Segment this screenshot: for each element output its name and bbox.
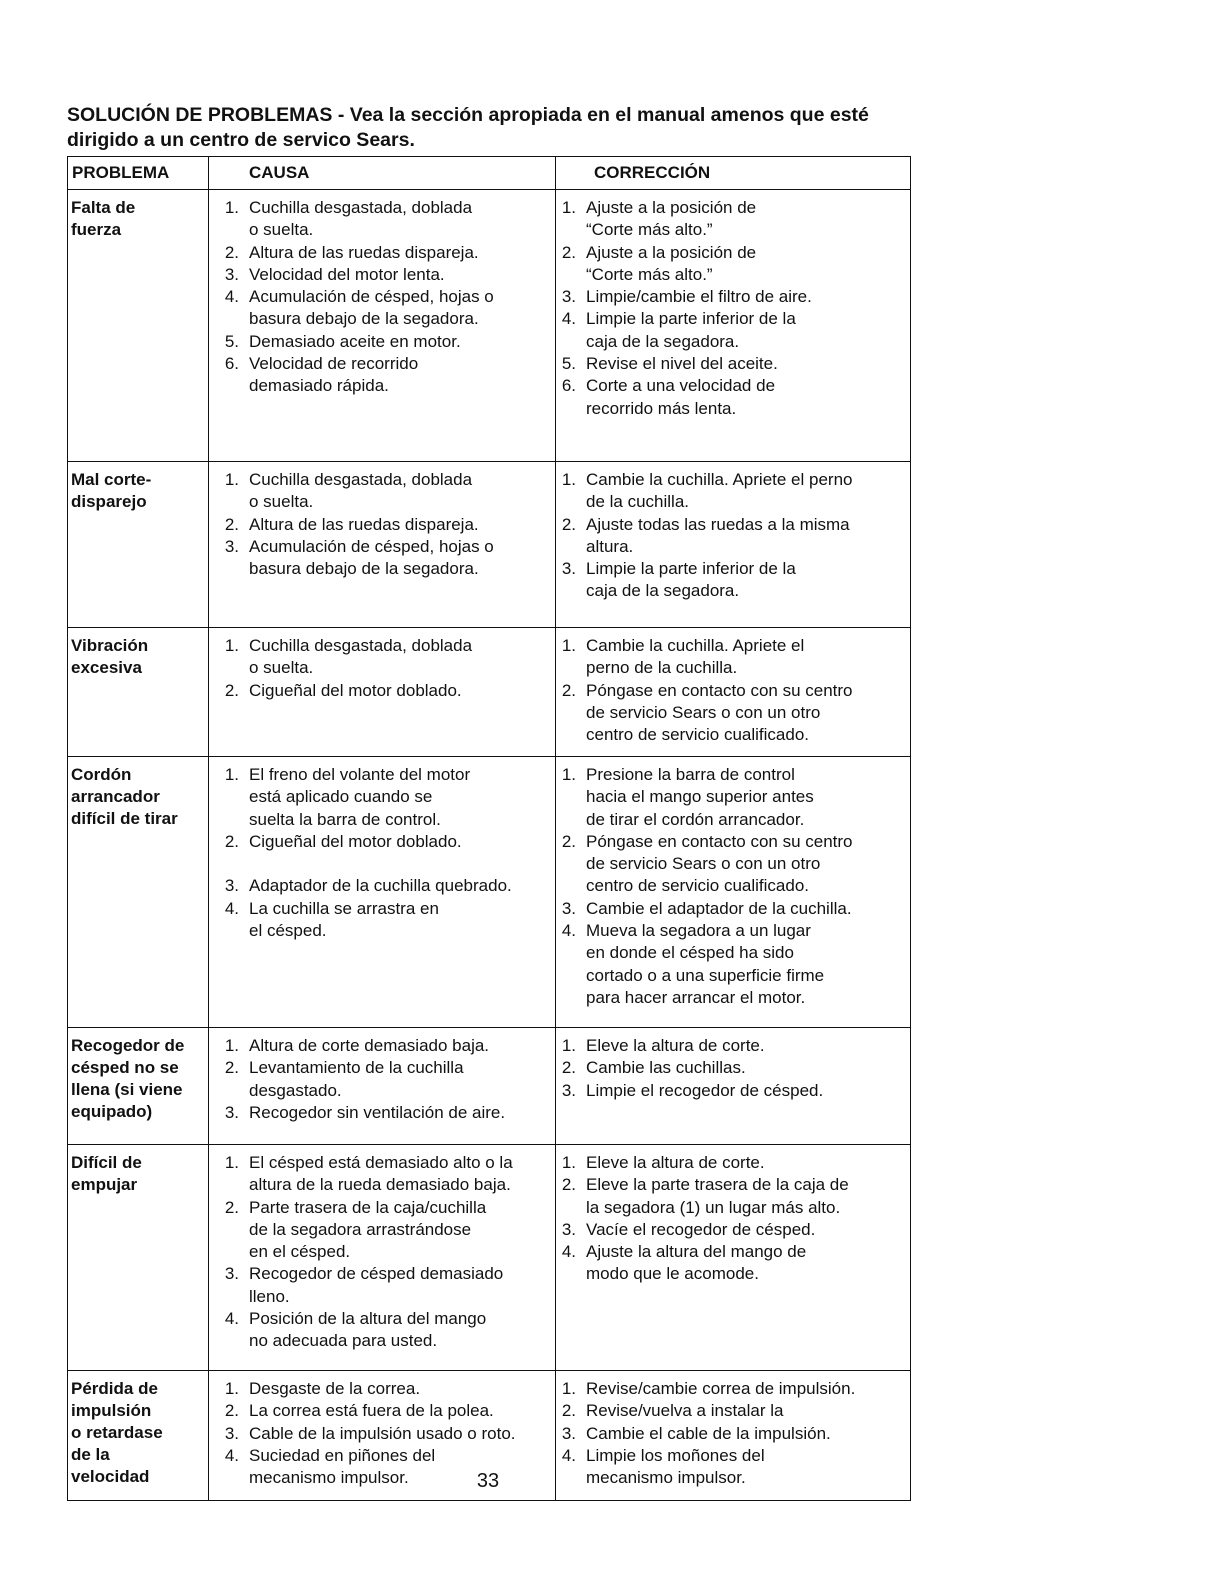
correction-item xyxy=(556,1400,910,1422)
cause-cell xyxy=(209,757,556,1028)
item-text: Posición de la altura del mango no adecuada para usted. xyxy=(249,1309,487,1351)
item-text: Altura de las ruedas dispareja. xyxy=(249,242,479,262)
item-number: 4. xyxy=(224,1309,239,1329)
header-correccion: CORRECCIÓN xyxy=(556,157,911,190)
item-number: 3. xyxy=(224,1102,239,1122)
item-text: Presione la barra de control hacia el mango superior antes de tirar el cordón arrancador. xyxy=(586,765,814,829)
correction-item xyxy=(556,1080,910,1102)
correction-cell xyxy=(556,757,911,1028)
item-number: 2. xyxy=(224,1401,239,1421)
item-text: Acumulación de césped, hojas o basura debajo de la segadora. xyxy=(249,287,494,329)
correction-item xyxy=(556,1057,910,1079)
item-text: Limpie el recogedor de césped. xyxy=(586,1080,824,1100)
cause-item xyxy=(209,680,555,702)
item-number: 4. xyxy=(224,1445,239,1465)
problem-label: Mal corte- disparejo xyxy=(71,470,152,511)
item-text: Recogedor de césped demasiado lleno. xyxy=(249,1264,504,1306)
correction-item xyxy=(556,353,910,375)
item-number: 4. xyxy=(224,287,239,307)
item-number: 1. xyxy=(561,198,576,217)
cause-item xyxy=(209,1263,555,1308)
item-text: Cigueñal del motor doblado. xyxy=(249,831,462,851)
item-text: Acumulación de césped, hojas o basura debajo de la segadora. xyxy=(249,536,494,579)
item-text: Vacíe el recogedor de césped. xyxy=(586,1219,816,1239)
problem-label: Pérdida de impulsión o retardase de la velocidad xyxy=(71,1379,163,1486)
item-number: 1. xyxy=(561,1036,576,1055)
correction-item xyxy=(556,375,910,420)
correction-item xyxy=(556,1035,910,1057)
correction-cell xyxy=(556,1145,911,1371)
item-text: Velocidad de recorrido demasiado rápida. xyxy=(249,354,419,396)
item-number: 3. xyxy=(561,287,576,307)
table-header-row xyxy=(68,157,911,190)
correction-item xyxy=(556,920,910,1009)
item-number: 1. xyxy=(224,1036,239,1055)
item-text: Revise/vuelva a instalar la xyxy=(586,1401,784,1421)
item-text: Recogedor sin ventilación de aire. xyxy=(249,1102,506,1122)
item-text: Ajuste la altura del mango de modo que le acomode. xyxy=(586,1242,807,1284)
cause-item xyxy=(209,635,555,680)
item-text: Altura de corte demasiado baja. xyxy=(249,1036,490,1055)
item-text: Velocidad del motor lenta. xyxy=(249,264,445,284)
cause-item xyxy=(209,264,555,286)
item-text: El césped está demasiado alto o la altura de la rueda demasiado baja. xyxy=(249,1153,513,1195)
item-text: Desgaste de la correa. xyxy=(249,1379,421,1398)
correction-item xyxy=(556,635,910,680)
item-number: 3. xyxy=(224,264,239,284)
correction-item xyxy=(556,764,910,831)
item-text: Cambie la cuchilla. Apriete el perno de la cuchilla. xyxy=(586,636,805,678)
item-text: Limpie los moñones del mecanismo impulsor. xyxy=(586,1445,765,1488)
problem-cell xyxy=(68,462,209,628)
cause-item xyxy=(209,1035,555,1057)
header-problema: PROBLEMA xyxy=(68,157,209,190)
item-number: 4. xyxy=(561,1445,576,1465)
item-text: Ajuste todas las ruedas a la misma altura. xyxy=(586,514,850,556)
item-text: Limpie la parte inferior de la caja de la segadora. xyxy=(586,309,796,351)
cause-item xyxy=(209,197,555,242)
table-row xyxy=(68,462,911,628)
cause-item xyxy=(209,1423,555,1445)
correction-item xyxy=(556,558,910,603)
correction-cell xyxy=(556,1028,911,1145)
cause-item xyxy=(209,1102,555,1124)
item-number: 2. xyxy=(561,242,576,262)
correction-cell xyxy=(556,462,911,628)
item-number: 1. xyxy=(561,765,576,784)
item-text: Ajuste a la posición de “Corte más alto.” xyxy=(586,198,757,240)
item-number: 2. xyxy=(224,1197,239,1217)
item-number: 6. xyxy=(561,376,576,396)
item-number: 1. xyxy=(224,765,239,784)
cause-item xyxy=(209,898,555,943)
cause-item xyxy=(209,469,555,514)
item-text: Eleve la parte trasera de la caja de la segadora (1) un lugar más alto. xyxy=(586,1175,849,1217)
item-text: Limpie la parte inferior de la caja de la segadora. xyxy=(586,559,796,601)
item-number: 4. xyxy=(561,309,576,329)
item-text: Eleve la altura de corte. xyxy=(586,1153,765,1172)
cause-item xyxy=(209,831,555,876)
cause-item xyxy=(209,1378,555,1400)
problem-label: Difícil de empujar xyxy=(71,1153,142,1194)
cause-cell xyxy=(209,190,556,462)
correction-item xyxy=(556,1423,910,1445)
table-row xyxy=(68,757,911,1028)
item-number: 2. xyxy=(224,514,239,534)
item-number: 1. xyxy=(224,636,239,655)
item-text: Cuchilla desgastada, doblada o suelta. xyxy=(249,198,473,240)
page-title: SOLUCIÓN DE PROBLEMAS - Vea la sección apropiada en el manual amenos que esté dirigido a un centro de servico Sears. xyxy=(67,104,869,151)
item-text: Cambie el adaptador de la cuchilla. xyxy=(586,898,852,918)
item-text: Mueva la segadora a un lugar en donde el césped ha sido cortado o a una superficie firme para hacer arrancar el motor. xyxy=(586,921,825,1007)
item-text: Demasiado aceite en motor. xyxy=(249,331,461,351)
item-number: 4. xyxy=(561,921,576,941)
item-number: 3. xyxy=(224,876,239,896)
item-number: 5. xyxy=(224,331,239,351)
cause-cell xyxy=(209,1145,556,1371)
item-number: 1. xyxy=(224,470,239,489)
cause-item xyxy=(209,1308,555,1353)
item-text: Limpie/cambie el filtro de aire. xyxy=(586,287,812,307)
item-number: 2. xyxy=(561,1058,576,1078)
page-number: 33 xyxy=(476,1470,500,1492)
item-number: 1. xyxy=(561,636,576,655)
cause-item xyxy=(209,331,555,353)
item-number: 6. xyxy=(224,354,239,374)
correction-item xyxy=(556,514,910,559)
correction-item xyxy=(556,1152,910,1174)
cause-item xyxy=(209,1197,555,1264)
table-row xyxy=(68,190,911,462)
item-text: La cuchilla se arrastra en el césped. xyxy=(249,898,439,941)
correction-item xyxy=(556,831,910,898)
troubleshooting-table xyxy=(67,156,911,1501)
item-text: Revise/cambie correa de impulsión. xyxy=(586,1379,856,1398)
item-text: Cambie la cuchilla. Apriete el perno de la cuchilla. xyxy=(586,470,853,512)
item-number: 1. xyxy=(561,470,576,489)
item-text: Cable de la impulsión usado o roto. xyxy=(249,1423,516,1443)
item-text: Cigueñal del motor doblado. xyxy=(249,680,462,700)
problem-cell xyxy=(68,1028,209,1145)
cause-item xyxy=(209,1400,555,1422)
item-number: 5. xyxy=(561,354,576,374)
cause-item xyxy=(209,764,555,831)
correction-item xyxy=(556,898,910,920)
correction-item xyxy=(556,286,910,308)
item-text: Póngase en contacto con su centro de servicio Sears o con un otro centro de servicio cualificado. xyxy=(586,680,853,745)
correction-cell xyxy=(556,190,911,462)
item-number: 3. xyxy=(224,1423,239,1443)
item-number: 4. xyxy=(224,898,239,918)
cause-item xyxy=(209,536,555,581)
correction-item xyxy=(556,1378,910,1400)
item-text: Cuchilla desgastada, doblada o suelta. xyxy=(249,470,473,512)
item-text: Suciedad en piñones del mecanismo impulsor. xyxy=(249,1445,436,1488)
item-number: 1. xyxy=(561,1153,576,1172)
item-number: 2. xyxy=(561,1401,576,1421)
cause-item xyxy=(209,1152,555,1197)
correction-item xyxy=(556,1174,910,1219)
item-number: 3. xyxy=(561,1080,576,1100)
cause-item xyxy=(209,1057,555,1102)
item-number: 1. xyxy=(224,1153,239,1172)
table-row xyxy=(68,1028,911,1145)
item-number: 1. xyxy=(224,1379,239,1398)
item-text: Adaptador de la cuchilla quebrado. xyxy=(249,876,512,896)
cause-item xyxy=(209,875,555,897)
correction-item xyxy=(556,197,910,242)
item-text: Póngase en contacto con su centro de servicio Sears o con un otro centro de servicio cualificado. xyxy=(586,831,853,896)
item-number: 2. xyxy=(224,831,239,851)
cause-cell xyxy=(209,462,556,628)
item-text: Revise el nivel del aceite. xyxy=(586,354,778,374)
correction-item xyxy=(556,308,910,353)
item-number: 1. xyxy=(561,1379,576,1398)
cause-item xyxy=(209,514,555,536)
problem-cell xyxy=(68,1145,209,1371)
item-number: 3. xyxy=(224,1264,239,1284)
correction-item xyxy=(556,469,910,514)
item-text: Cuchilla desgastada, doblada o suelta. xyxy=(249,636,473,678)
item-number: 1. xyxy=(224,198,239,217)
problem-label: Recogedor de césped no se llena (si viene equipado) xyxy=(71,1036,185,1121)
cause-cell xyxy=(209,1028,556,1145)
correction-item xyxy=(556,680,910,747)
item-text: La correa está fuera de la polea. xyxy=(249,1401,494,1421)
problem-cell xyxy=(68,628,209,757)
table-row xyxy=(68,1145,911,1371)
item-text: Cambie las cuchillas. xyxy=(586,1058,746,1078)
item-text: Corte a una velocidad de recorrido más lenta. xyxy=(586,376,776,418)
item-text: El freno del volante del motor está aplicado cuando se suelta la barra de control. xyxy=(249,765,471,829)
correction-item xyxy=(556,1241,910,1286)
header-causa: CAUSA xyxy=(209,157,556,190)
item-number: 3. xyxy=(224,536,239,556)
item-text: Parte trasera de la caja/cuchilla de la segadora arrastrándose en el césped. xyxy=(249,1197,487,1262)
item-number: 2. xyxy=(224,680,239,700)
problem-label: Vibración excesiva xyxy=(71,636,149,677)
cause-item xyxy=(209,286,555,331)
cause-cell xyxy=(209,628,556,757)
item-text: Altura de las ruedas dispareja. xyxy=(249,514,479,534)
problem-cell xyxy=(68,757,209,1028)
item-number: 2. xyxy=(561,680,576,700)
correction-cell xyxy=(556,628,911,757)
item-number: 2. xyxy=(561,831,576,851)
item-number: 4. xyxy=(561,1242,576,1262)
item-number: 2. xyxy=(224,1058,239,1078)
item-text: Levantamiento de la cuchilla desgastado. xyxy=(249,1058,464,1100)
item-number: 3. xyxy=(561,1423,576,1443)
problem-label: Falta de fuerza xyxy=(71,198,136,239)
item-number: 3. xyxy=(561,898,576,918)
correction-item xyxy=(556,242,910,287)
item-number: 3. xyxy=(561,559,576,579)
item-number: 2. xyxy=(224,242,239,262)
item-number: 3. xyxy=(561,1219,576,1239)
cause-item xyxy=(209,353,555,398)
item-text: Ajuste a la posición de “Corte más alto.” xyxy=(586,242,757,284)
table-row xyxy=(68,628,911,757)
item-text: Eleve la altura de corte. xyxy=(586,1036,765,1055)
problem-cell xyxy=(68,190,209,462)
cause-item xyxy=(209,242,555,264)
problem-label: Cordón arrancador difícil de tirar xyxy=(71,765,178,828)
item-text: Cambie el cable de la impulsión. xyxy=(586,1423,831,1443)
item-number: 2. xyxy=(561,514,576,534)
correction-item xyxy=(556,1219,910,1241)
item-number: 2. xyxy=(561,1175,576,1195)
